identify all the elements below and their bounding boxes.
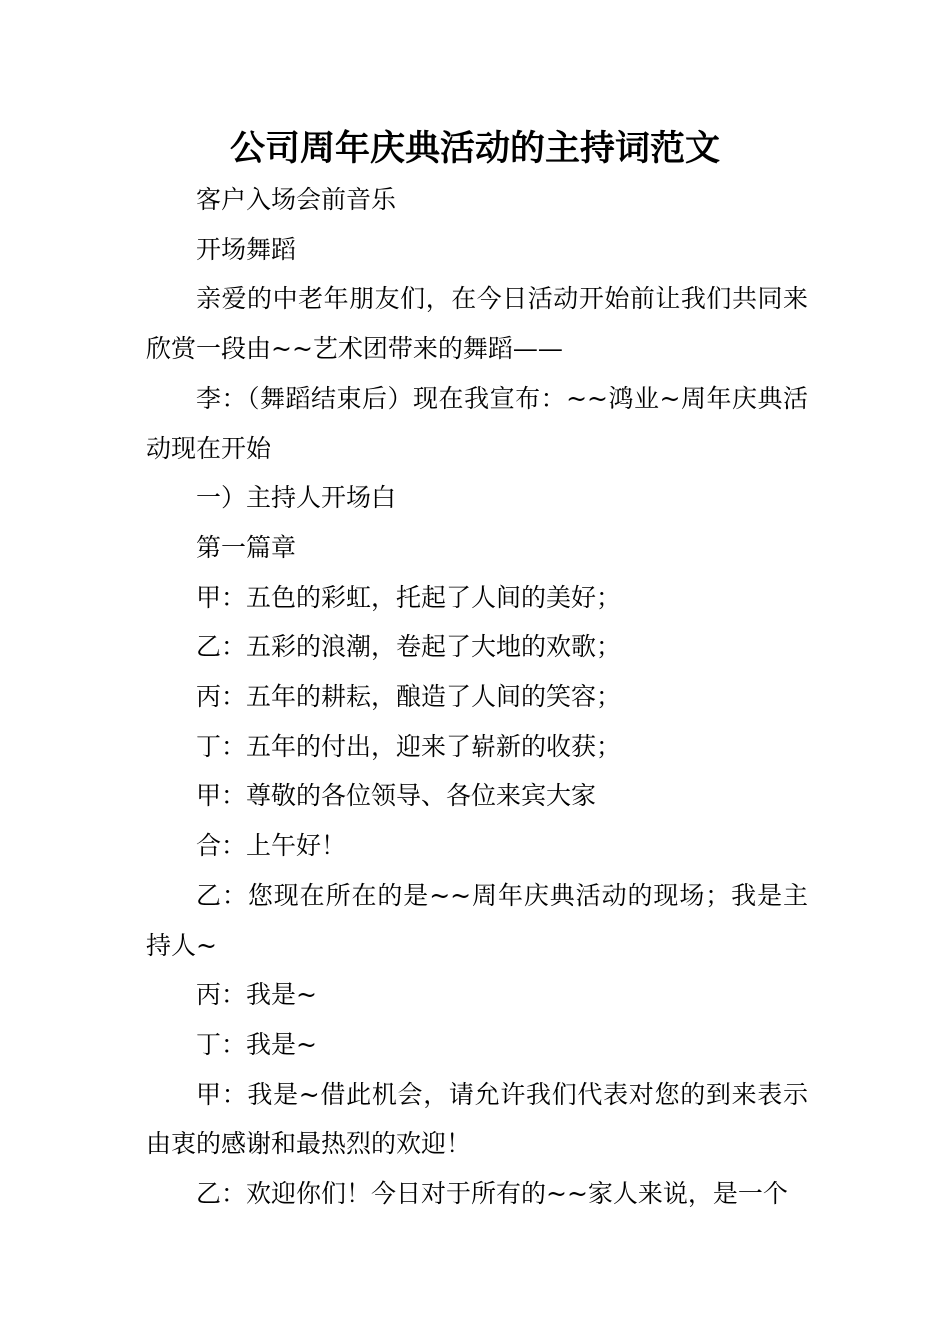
paragraph: 亲爱的中老年朋友们，在今日活动开始前让我们共同来欣赏一段由~~艺术团带来的舞蹈—— xyxy=(146,284,808,364)
paragraph: 乙：欢迎你们！今日对于所有的~~家人来说，是一个 xyxy=(196,1179,788,1209)
paragraph: 丁：我是~ xyxy=(196,1029,317,1059)
paragraph: 李：（舞蹈结束后）现在我宣布：~~鸿业~周年庆典活动现在开始 xyxy=(146,383,808,463)
paragraph: 丙：我是~ xyxy=(196,980,317,1010)
paragraph: 一）主持人开场白 xyxy=(196,483,397,513)
paragraph: 甲：我是~借此机会，请允许我们代表对您的到来表示由衷的感谢和最热烈的欢迎！ xyxy=(146,1079,808,1159)
paragraph: 开场舞蹈 xyxy=(196,234,297,264)
document-body xyxy=(146,175,808,1219)
paragraph: 丁：五年的付出，迎来了崭新的收获； xyxy=(196,731,622,761)
paragraph: 乙：五彩的浪潮，卷起了大地的欢歌； xyxy=(196,632,622,662)
paragraph: 合：上午好！ xyxy=(196,831,347,861)
paragraph: 丙：五年的耕耘，酿造了人间的笑容； xyxy=(196,682,622,712)
paragraph: 甲：尊敬的各位领导、各位来宾大家 xyxy=(196,781,597,811)
paragraph: 甲：五色的彩虹，托起了人间的美好； xyxy=(196,582,622,612)
paragraph: 客户入场会前音乐 xyxy=(196,185,397,214)
document-title: 公司周年庆典活动的主持词范文 xyxy=(229,129,720,169)
paragraph: 第一篇章 xyxy=(196,532,297,562)
paragraph: 乙：您现在所在的是~~周年庆典活动的现场；我是主持人~ xyxy=(146,880,808,960)
